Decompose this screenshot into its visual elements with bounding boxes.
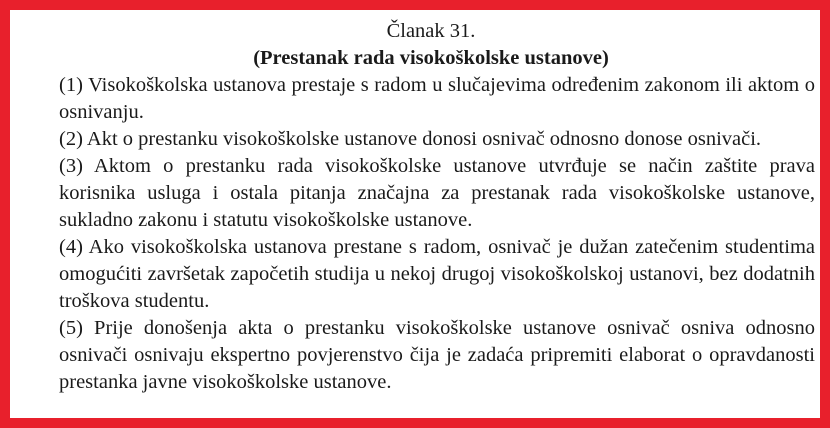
paragraph-2: (2) Akt o prestanku visokoškolske ustanove donosi osnivač odnosno donose osnivači.: [59, 128, 762, 150]
paragraph-5: (5) Prije donošenja akta o prestanku visokoškolske ustanove osnivač osniva odnosno osnivači osnivaju ekspertno povjerenstvo čija je zadaća pripremiti elaborat o opravdanosti prestanka javne visokoškolske ustanove.: [59, 317, 815, 393]
article-title: (Prestanak rada visokoškolske ustanove): [253, 47, 609, 69]
paragraph-1: (1) Visokoškolska ustanova prestaje s radom u slučajevima određenim zakonom ili aktom o osnivanju.: [59, 74, 815, 123]
article-text-block: [47, 18, 815, 396]
paragraph-4: (4) Ako visokoškolska ustanova prestane s radom, osnivač je dužan zatečenim studentima omogućiti završetak započetih studija u nekoj drugoj visokoškolskoj ustanovi, bez dodatnih troškova studentu.: [59, 236, 815, 312]
paragraph-3: (3) Aktom o prestanku rada visokoškolske ustanove utvrđuje se način zaštite prava korisnika usluga i ostala pitanja značajna za prestanak rada visokoškolske ustanove, sukladno zakonu i statutu visokoškolske ustanove.: [59, 155, 815, 231]
article-number: Članak 31.: [386, 20, 476, 42]
